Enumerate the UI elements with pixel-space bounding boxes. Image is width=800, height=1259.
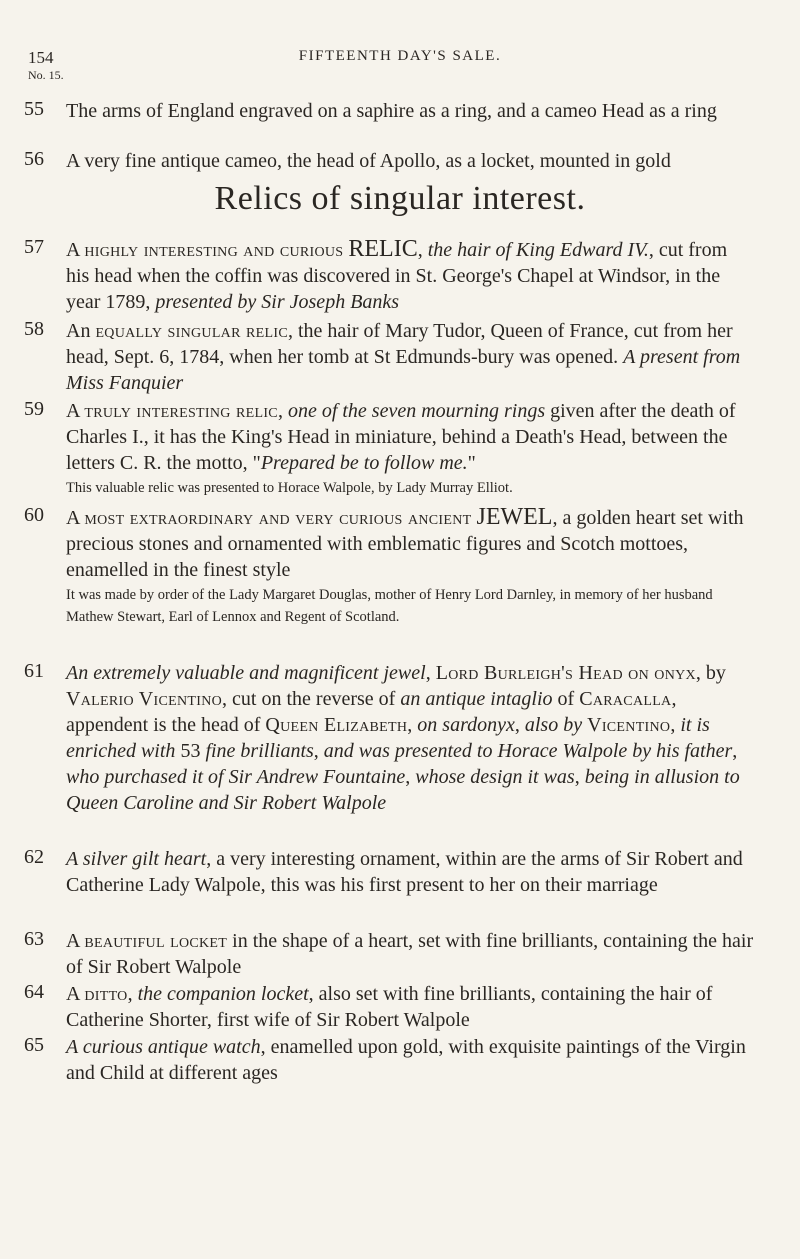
lot-57 — [24, 236, 754, 315]
page-number: 154 — [28, 48, 54, 67]
sale-day-number: No. 15. — [28, 68, 64, 82]
lot-description: An extremely valuable and magnificent jewel, Lord Burleigh's Head on onyx, by Valerio Vicentino, cut on the reverse of an antique intaglio of Caracalla, appendent is the head of Queen Elizabeth, on sardonyx, also by Vicentino, it is enriched with 53 fine brilliants, and was presented to Horace Walpole by his father, who purchased it of Sir Andrew Fountaine, whose design it was, being in allusion to Queen Caroline and Sir Robert Walpole — [66, 662, 740, 814]
lot-description: A beautiful locket in the shape of a heart, set with fine brilliants, containing the hair of Sir Robert Walpole — [66, 930, 754, 978]
lot-63 — [24, 928, 754, 980]
lot-number: 57 — [24, 236, 44, 258]
section-title: Relics of singular interest. — [214, 180, 586, 217]
lot-number: 60 — [24, 504, 44, 526]
lot-65 — [24, 1034, 754, 1086]
lot-description: A most extraordinary and very curious ancient JEWEL, a golden heart set with precious stones and ornamented with emblematic figures and Scotch mottoes, enamelled in the finest style — [66, 504, 744, 581]
lot-56 — [24, 148, 754, 174]
lot-description: The arms of England engraved on a saphire as a ring, and a cameo Head as a ring — [66, 100, 717, 122]
lot-number: 55 — [24, 98, 44, 120]
lot-description: A ditto, the companion locket, also set with fine brilliants, containing the hair of Catherine Shorter, first wife of Sir Robert Walpole — [66, 983, 713, 1031]
lot-55 — [24, 98, 754, 124]
lot-61 — [24, 660, 754, 816]
lot-number: 62 — [24, 846, 44, 868]
lot-note: It was made by order of the Lady Margaret Douglas, mother of Henry Lord Darnley, in memory of her husband Mathew Stewart, Earl of Lennox and Regent of Scotland. — [66, 587, 713, 625]
lot-number: 56 — [24, 148, 44, 170]
running-title: FIFTEENTH DAY'S SALE. — [298, 48, 502, 64]
lot-60 — [24, 504, 754, 628]
lot-62 — [24, 846, 754, 898]
lot-64 — [24, 981, 754, 1033]
lot-number: 64 — [24, 981, 44, 1003]
lot-note: This valuable relic was presented to Horace Walpole, by Lady Murray Elliot. — [66, 480, 513, 496]
page-header — [28, 48, 772, 82]
lot-59 — [24, 398, 754, 499]
lot-number: 61 — [24, 660, 44, 682]
lot-description: A truly interesting relic, one of the seven mourning rings given after the death of Charles I., it has the King's Head in miniature, behind a Death's Head, between the letters C. R. the motto, "Prepared be to follow me." — [66, 400, 736, 474]
lot-description: A highly interesting and curious RELIC, the hair of King Edward IV., cut from his head when the coffin was discovered in St. George's Chapel at Windsor, in the year 1789, presented by Sir Joseph Banks — [66, 236, 728, 313]
lot-number: 63 — [24, 928, 44, 950]
lot-number: 59 — [24, 398, 44, 420]
lot-description: A curious antique watch, enamelled upon gold, with exquisite paintings of the Virgin and Child at different ages — [66, 1036, 746, 1084]
lot-description: A silver gilt heart, a very interesting ornament, within are the arms of Sir Robert and Catherine Lady Walpole, this was his first present to her on their marriage — [66, 848, 743, 896]
lot-number: 58 — [24, 318, 44, 340]
lot-number: 65 — [24, 1034, 44, 1056]
lot-description: A very fine antique cameo, the head of Apollo, as a locket, mounted in gold — [66, 150, 671, 172]
lot-58 — [24, 318, 754, 396]
lot-description: An equally singular relic, the hair of Mary Tudor, Queen of France, cut from her head, Sept. 6, 1784, when her tomb at St Edmunds-bury was opened. A present from Miss Fanquier — [66, 320, 741, 394]
